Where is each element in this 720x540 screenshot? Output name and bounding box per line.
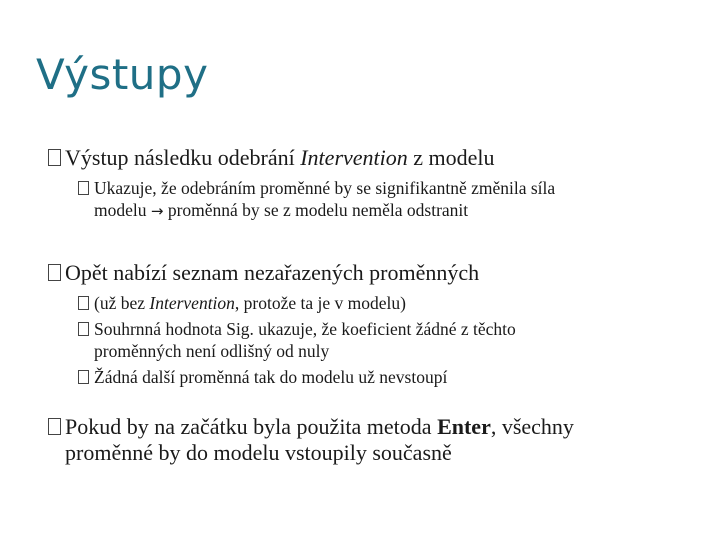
subbullet-text: , protože ta je v modelu) <box>234 293 406 313</box>
subbullet-text: Ukazuje, že odebráním proměnné by se signifikantně změnila síla <box>94 178 556 198</box>
bullet-text: proměnné by do modelu vstoupily současně <box>65 440 452 465</box>
slide-title: Výstupy <box>36 50 209 99</box>
subbullet-no-more-variables <box>48 366 698 388</box>
bullet-box-icon <box>78 181 89 195</box>
bullet-box-icon <box>48 264 61 281</box>
bullet-bold: Enter <box>437 414 491 439</box>
subbullet-sig-summary <box>48 318 698 362</box>
subbullet-significance <box>48 177 698 222</box>
bullet-box-icon <box>78 322 89 336</box>
bullet-text: Pokud by na začátku byla použita metoda <box>65 414 438 439</box>
slide-content <box>48 145 698 466</box>
subbullet-text: proměnných není odlišný od nuly <box>94 341 330 361</box>
bullet-box-icon <box>78 370 89 384</box>
bullet-emphasis: Intervention <box>300 145 408 170</box>
subbullet-text: Žádná další proměnná tak do modelu už nevstoupí <box>94 367 448 387</box>
bullet-enter-method <box>48 414 698 466</box>
bullet-box-icon <box>48 418 61 435</box>
bullet-text: z modelu <box>407 145 495 170</box>
bullet-unassigned-variables <box>48 260 698 286</box>
subbullet-emphasis: Intervention <box>149 293 235 313</box>
subbullet-text: Souhrnná hodnota Sig. ukazuje, že koeficient žádné z těchto <box>94 319 516 339</box>
bullet-text: , všechny <box>490 414 574 439</box>
bullet-text: Opět nabízí seznam nezařazených proměnných <box>65 260 480 285</box>
arrow-right-icon: → <box>150 202 164 220</box>
subbullet-text: modelu <box>94 200 151 220</box>
subbullet-without-intervention <box>48 292 698 314</box>
bullet-output-removal <box>48 145 698 171</box>
bullet-text: Výstup následku odebrání <box>65 145 301 170</box>
subbullet-text: proměnná by se z modelu neměla odstranit <box>163 200 469 220</box>
subbullet-text: (už bez <box>94 293 150 313</box>
bullet-box-icon <box>48 149 61 166</box>
bullet-box-icon <box>78 296 89 310</box>
